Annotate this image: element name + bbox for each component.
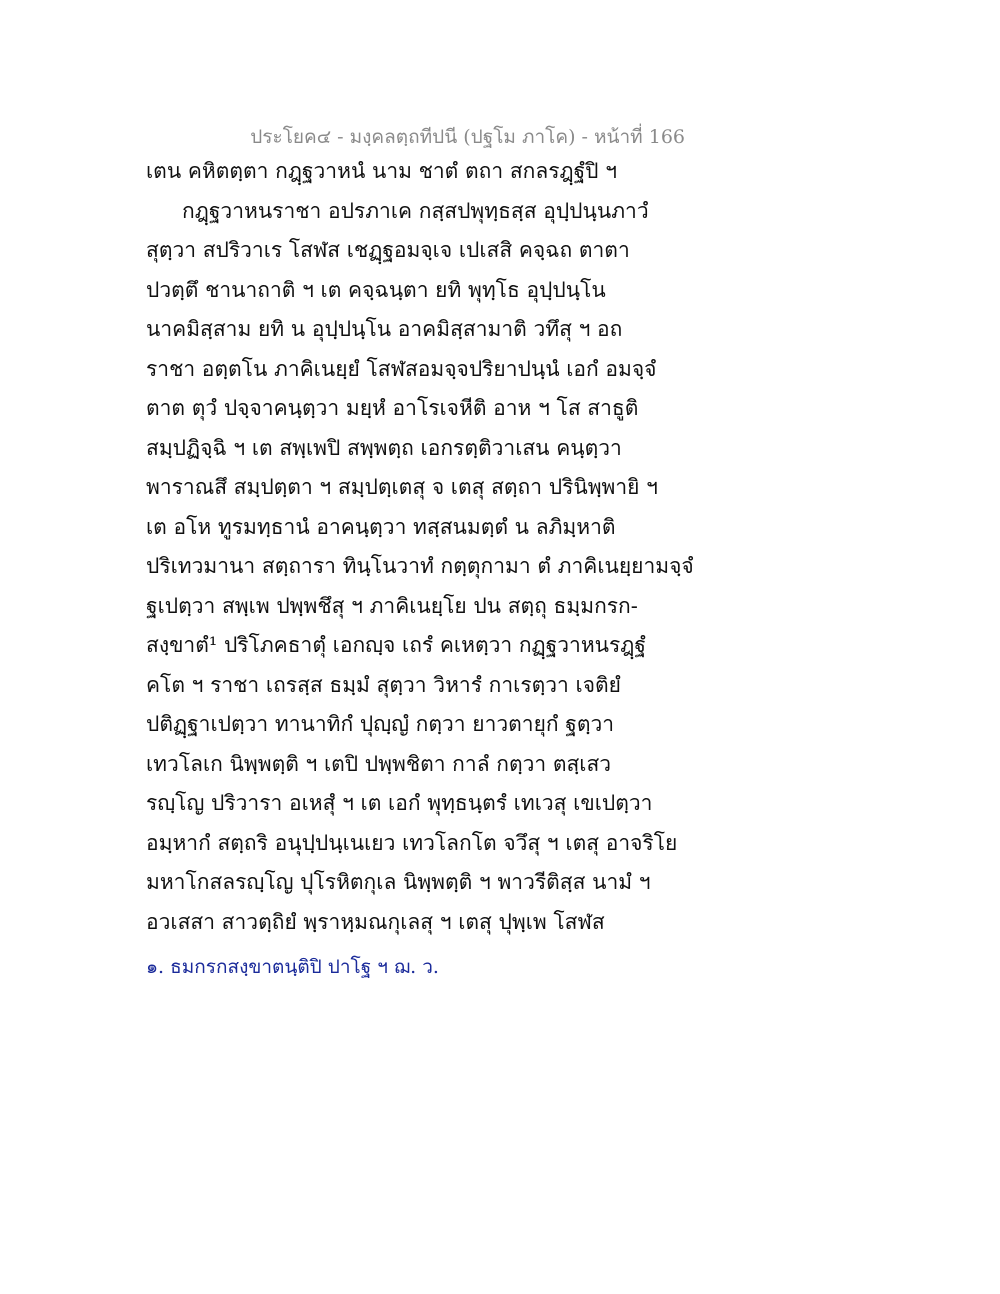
footnote: ๑. ธมกรกสงฺขาตนฺติปิ ปาโฐ ฯ ฌ. ว. [146, 956, 439, 978]
text-line-3: สุตฺวา สปริวาเร โสฬส เชฏฺฐอมจฺเจ เปเสสิ คจฺฉถ ตาตา [146, 238, 630, 262]
text-line-19: มหาโกสลรญฺโญ ปุโรหิตกุเล นิพฺพตฺติ ฯ พาวรีติสฺส นามํ ฯ [146, 870, 651, 894]
text-line-4: ปวตฺตึ ชานาถาติ ฯ เต คจฺฉนฺตา ยทิ พุทฺโธ อุปฺปนฺโน [146, 277, 606, 302]
page-header: ประโยค๔ - มงฺคลตฺถทีปนี (ปฐโม ภาโค) - หน้าที่ 166 [250, 126, 685, 148]
text-line-16: เทวโลเก นิพฺพตฺติ ฯ เตปิ ปพฺพชิตา กาลํ กตฺวา ตสฺเสว [146, 751, 612, 776]
text-line-14: คโต ฯ ราชา เถรสฺส ธมฺมํ สุตฺวา วิหารํ กาเรตฺวา เจติยํ [146, 672, 621, 697]
text-line-15: ปติฏฺฐาเปตฺวา ทานาทิกํ ปุญฺญํ กตฺวา ยาวตายุกํ ฐตฺวา [146, 712, 615, 736]
text-line-6: ราชา อตฺตโน ภาคิเนยฺยํ โสฬสอมจฺจปริยาปนฺนํ เอกํ อมจฺจํ [146, 356, 657, 381]
text-line-11: ปริเทวมานา สตฺถารา ทินฺโนวาทํ กตฺตุกามา ตํ ภาคิเนยฺยามจฺจํ [146, 554, 694, 578]
text-line-10: เต อโห ทูรมทฺธานํ อาคนฺตฺวา ทสฺสนมตฺตํ น ลภิมฺหาติ [146, 514, 616, 539]
text-line-1: เตน คหิตตฺตา กฎฺฐวาหนํ นาม ชาตํ ตถา สกลรฎฺฐํปิ ฯ [146, 159, 617, 183]
text-line-17: รญฺโญ ปริวารา อเหสุํ ฯ เต เอกํ พุทฺธนฺตรํ เทเวสุ เขเปตฺวา [146, 791, 653, 815]
text-line-13: สงฺขาตํ¹ ปริโภคธาตุํ เอกญฺจ เถรํ คเหตฺวา กฏฺฐวาหนรฎฺฐํ [146, 633, 646, 657]
text-line-12: ฐเปตฺวา สพฺเพ ปพฺพชึสุ ฯ ภาคิเนยฺโย ปน สตฺถุ ธมฺมกรก- [146, 593, 638, 618]
text-line-18: อมฺหากํ สตฺถริ อนุปฺปนฺเนเยว เทวโลกโต จวึสุ ฯ เตสุ อาจริโย [146, 830, 678, 855]
text-line-9: พาราณสึ สมฺปตฺตา ฯ สมฺปตฺเตสุ จ เตสุ สตฺถา ปรินิพฺพายิ ฯ [146, 475, 658, 499]
text-line-8: สมฺปฏิจฺฉิ ฯ เต สพฺเพปิ สพฺพตฺถ เอกรตฺติวาเสน คนฺตฺวา [146, 435, 622, 460]
text-line-7: ตาต ตุวํ ปจฺจาคนฺตฺวา มยฺหํ อาโรเจหีติ อาห ฯ โส สาธูติ [146, 396, 639, 420]
text-line-5: นาคมิสฺสาม ยทิ น อุปฺปนฺโน อาคมิสฺสามาติ วทึสุ ฯ อถ [146, 317, 623, 341]
text-line-20: อวเสสา สาวตฺถิยํ พฺราหฺมณกุเลสุ ฯ เตสุ ปุพฺเพ โสฬส [146, 909, 605, 934]
body-text [146, 152, 694, 942]
text-line-2: กฎฺฐวาหนราชา อปรภาเค กสฺสปพุทฺธสฺส อุปฺปนฺนภาวํ [182, 198, 649, 223]
